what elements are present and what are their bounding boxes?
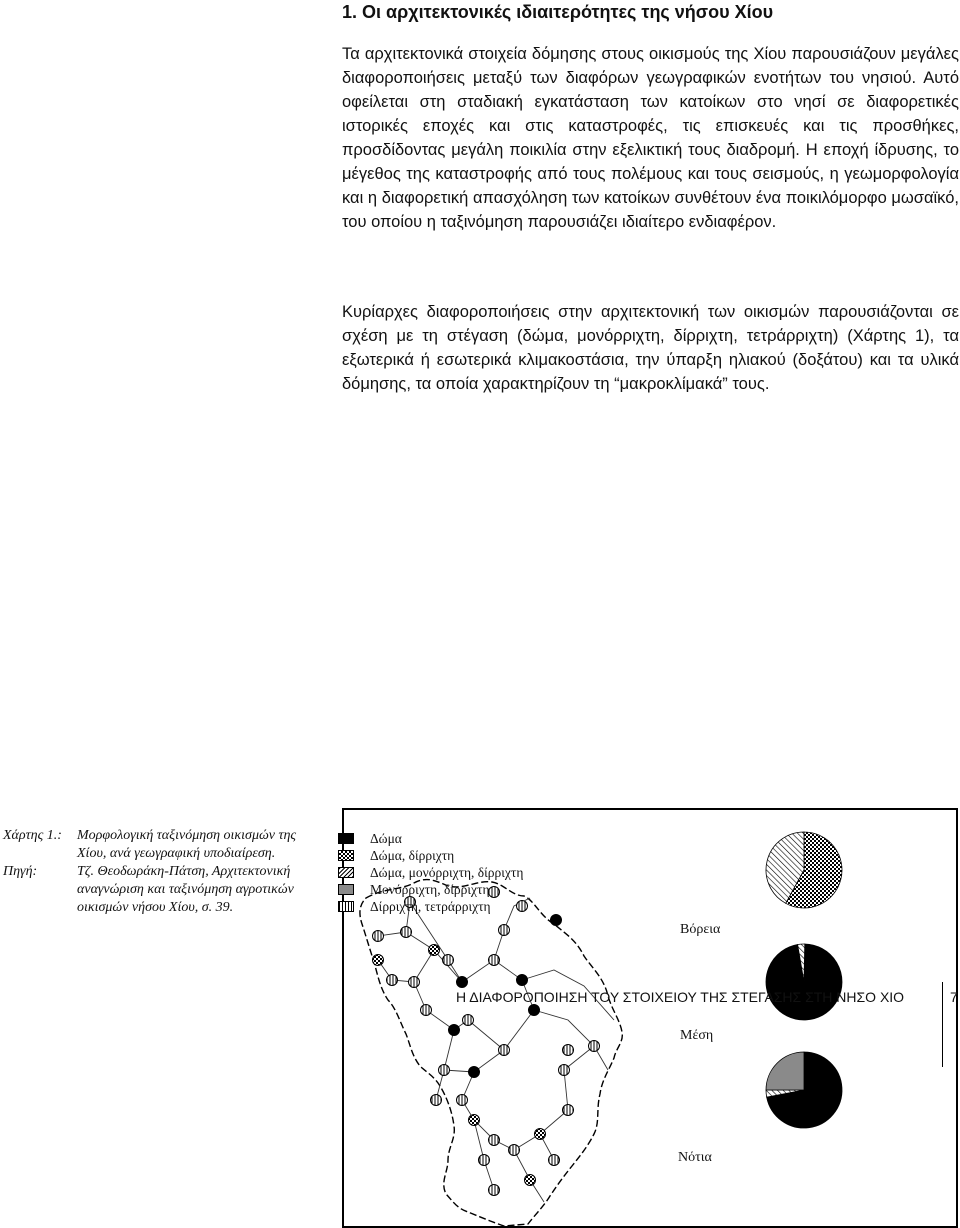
map-caption <box>3 827 303 917</box>
legend-swatch-solid <box>338 833 354 844</box>
footer-divider <box>942 982 943 1067</box>
map-caption-label: Χάρτης 1.: <box>3 828 62 843</box>
region-label-south: Νότια <box>678 1150 712 1165</box>
section-heading: 1. Οι αρχιτεκτονικές ιδιαιτερότητες της νήσου Χίου <box>342 2 774 22</box>
settlement-marker <box>589 1041 600 1052</box>
settlement-marker <box>499 1045 510 1056</box>
settlement-marker <box>439 1065 450 1076</box>
settlement-marker <box>387 975 398 986</box>
region-label-north: Βόρεια <box>680 922 721 937</box>
settlement-marker <box>559 1065 570 1076</box>
map-caption-text: Μορφολογική ταξινόμηση οικισμών της Χίου, ανά γεωγραφική υποδιαίρεση. <box>77 828 297 861</box>
settlement-marker <box>529 1005 540 1016</box>
settlement-marker <box>563 1045 574 1056</box>
pie-slice <box>766 1052 804 1090</box>
settlement-marker <box>489 955 500 966</box>
map-legend <box>338 830 523 915</box>
settlement-marker <box>499 925 510 936</box>
legend-item <box>338 898 523 915</box>
source-text: Τζ. Θεοδωράκη-Πάτση, Αρχιτεκτονική αναγνώριση και ταξινόμηση αγροτικών οικισμών νήσου Χίου, σ. 39. <box>77 864 294 915</box>
legend-label: Δώμα, μονόρριχτη, δίρριχτη <box>370 864 524 880</box>
island-outline <box>360 880 622 1226</box>
legend-label: Μονόρριχτη, δίρριχτη <box>370 881 490 897</box>
settlement-marker <box>457 977 468 988</box>
legend-label: Δώμα <box>370 830 402 846</box>
region-label-middle: Μέση <box>680 1028 714 1043</box>
legend-swatch-hatch <box>338 867 354 878</box>
pie-Νότια <box>766 1052 842 1128</box>
settlement-marker <box>421 1005 432 1016</box>
legend-label: Δίρριχτη, τετράρριχτη <box>370 898 491 914</box>
legend-swatch-checker <box>338 850 354 861</box>
settlement-marker <box>489 1185 500 1196</box>
settlement-marker <box>469 1067 480 1078</box>
legend-item <box>338 864 523 881</box>
legend-swatch-vertical <box>338 901 354 912</box>
road-network <box>378 898 614 1202</box>
settlement-marker <box>469 1115 480 1126</box>
settlement-marker <box>525 1175 536 1186</box>
pie-Μέση <box>766 944 842 1020</box>
settlement-marker <box>463 1015 474 1026</box>
source-label: Πηγή: <box>3 864 38 879</box>
settlement-marker <box>401 927 412 938</box>
settlement-marker <box>449 1025 460 1036</box>
settlement-marker <box>489 1135 500 1146</box>
legend-item <box>338 881 523 898</box>
legend-swatch-grey <box>338 884 354 895</box>
legend-label: Δώμα, δίρριχτη <box>370 847 455 863</box>
settlement-marker <box>563 1105 574 1116</box>
settlement-marker <box>431 1095 442 1106</box>
body-paragraph-1: Τα αρχιτεκτονικά στοιχεία δόμησης στους οικισμούς της Χίου παρουσιάζουν μεγάλες διαφοροποιήσεις μεταξύ των διαφόρων γεωγραφικών ενοτήτων του νησιού. Αυτό οφείλεται στη σταδιακή εγκατάσταση των κατοίκων στο νησί σε διαφορετικές ιστορικές εποχές και στις καταστροφές, τις επισκευές και τις προσθήκες, προσδίδοντας μεγάλη ποικιλία στην εξελικτική τους διαδρομή. Η εποχή ίδρυσης, το μέγεθος της καταστροφής από τους πολέμους και τους σεισμούς, η γεωμορφολογία και η διαφορετική απασχόληση των κατοίκων συνθέτουν ένα ποικιλόμορφο μωσαϊκό, του οποίου η ταξινόμηση παρουσιάζει ιδιαίτερο ενδιαφέρον. <box>342 45 959 231</box>
page-number: 7 <box>950 989 958 1005</box>
settlement-marker <box>429 945 440 956</box>
legend-item <box>338 830 523 847</box>
pie-Βόρεια <box>766 832 842 908</box>
settlement-marker <box>409 977 420 988</box>
running-footer: Η ΔΙΑΦΟΡΟΠΟΙΗΣΗ ΤΟΥ ΣΤΟΙΧΕΙΟΥ ΤΗΣ ΣΤΕΓΑΣΗΣ ΣΤΗ ΝΗΣΟ ΧΙΟ <box>456 989 905 1005</box>
settlement-marker <box>517 975 528 986</box>
settlement-marker <box>509 1145 520 1156</box>
settlement-marker <box>457 1095 468 1106</box>
body-paragraph-2: Κυρίαρχες διαφοροποιήσεις στην αρχιτεκτονική των οικισμών παρουσιάζονται σε σχέση με τη στέγαση (δώμα, μονόρριχτη, δίρριχτη, τετράρριχτη) (Χάρτης 1), τα εξωτερικά ή εσωτερικά κλιμακοστάσια, την ύπαρξη ηλιακού (δοξάτου) και τα υλικά δόμησης, τα οποία χαρακτηρίζουν τη “μακροκλίμακά” τους. <box>342 303 959 393</box>
settlement-marker <box>443 955 454 966</box>
settlement-marker <box>535 1129 546 1140</box>
legend-item <box>338 847 523 864</box>
settlement-marker <box>549 1155 560 1166</box>
settlement-marker <box>373 955 384 966</box>
settlement-marker <box>479 1155 490 1166</box>
settlement-marker <box>551 915 562 926</box>
settlement-marker <box>373 931 384 942</box>
